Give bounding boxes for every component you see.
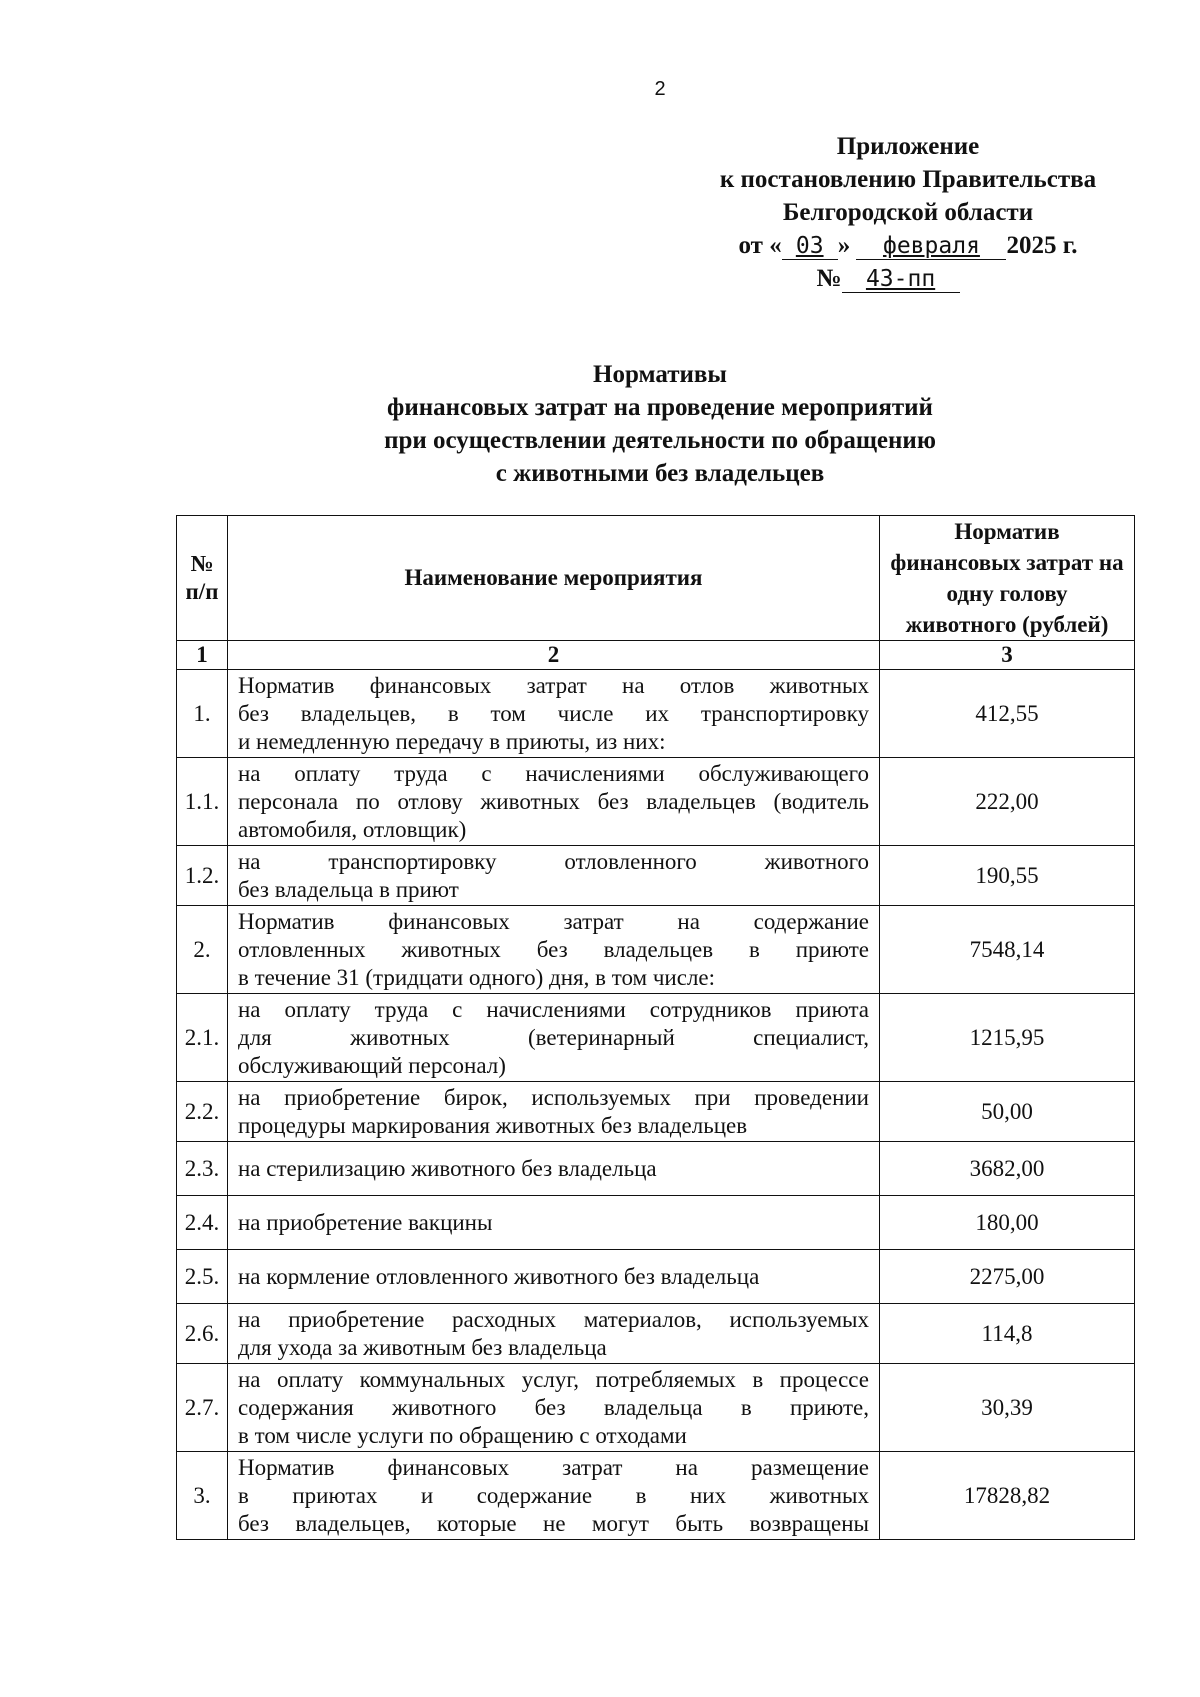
row-number: 1.2.: [177, 846, 228, 906]
table-row: [177, 994, 1135, 1082]
document-title: [0, 358, 1200, 490]
row-number: 2.6.: [177, 1304, 228, 1364]
description-line: в течение 31 (тридцати одного) дня, в том числе:: [238, 964, 716, 990]
title-line-3: при осуществлении деятельности по обращению: [384, 427, 936, 454]
description-line: на транспортировку отловленного животного: [238, 848, 869, 874]
norms-table: [176, 515, 1135, 1540]
table-row: [177, 906, 1135, 994]
title-line-2: финансовых затрат на проведение мероприятий: [387, 394, 933, 421]
table-index-row: [177, 641, 1135, 670]
number-value: 43-пп: [842, 266, 960, 293]
row-description: [228, 1082, 880, 1142]
header-value: Норматив финансовых затрат на одну голову животного (рублей): [880, 516, 1135, 641]
date-month: февраля: [856, 233, 1006, 260]
row-description: [228, 1250, 880, 1304]
row-description: [228, 1452, 880, 1540]
row-description: [228, 846, 880, 906]
table-row: [177, 1142, 1135, 1196]
row-value: 222,00: [880, 758, 1135, 846]
table-header-row: [177, 516, 1135, 641]
row-value: 190,55: [880, 846, 1135, 906]
date-year: 2025 г.: [1006, 232, 1078, 259]
appendix-header: [688, 130, 1128, 295]
row-description: [228, 670, 880, 758]
description-line: на приобретение вакцины: [238, 1209, 493, 1235]
page-number: 2: [654, 78, 666, 100]
row-number: 2.3.: [177, 1142, 228, 1196]
description-line: в том числе услуги по обращению с отходами: [238, 1422, 687, 1448]
description-line: на стерилизацию животного без владельца: [238, 1155, 657, 1181]
description-line: Норматив финансовых затрат на размещение: [238, 1454, 869, 1480]
row-value: 7548,14: [880, 906, 1135, 994]
table-row: [177, 1250, 1135, 1304]
table-row: [177, 1304, 1135, 1364]
table-row: [177, 1364, 1135, 1452]
index-col-2: 2: [228, 641, 880, 670]
row-value: 3682,00: [880, 1142, 1135, 1196]
index-col-1: 1: [177, 641, 228, 670]
appendix-date: [688, 229, 1128, 262]
row-number: 2.5.: [177, 1250, 228, 1304]
date-day: 03: [782, 233, 838, 260]
row-description: [228, 758, 880, 846]
table-row: [177, 670, 1135, 758]
number-prefix: №: [816, 265, 842, 292]
table-row: [177, 1082, 1135, 1142]
description-line: и немедленную передачу в приюты, из них:: [238, 728, 666, 754]
row-number: 2.4.: [177, 1196, 228, 1250]
row-value: 412,55: [880, 670, 1135, 758]
header-number: № п/п: [177, 516, 228, 641]
description-line: Норматив финансовых затрат на отлов животных: [238, 672, 869, 698]
description-line: на оплату коммунальных услуг, потребляемых в процессе: [238, 1366, 869, 1392]
row-description: [228, 1142, 880, 1196]
index-col-3: 3: [880, 641, 1135, 670]
row-description: [228, 1304, 880, 1364]
row-value: 50,00: [880, 1082, 1135, 1142]
appendix-number: [688, 262, 1128, 295]
title-line-1: Нормативы: [593, 361, 727, 388]
description-line: Норматив финансовых затрат на содержание: [238, 908, 869, 934]
row-description: [228, 1196, 880, 1250]
description-line: на приобретение расходных материалов, используемых: [238, 1306, 869, 1332]
description-line: в приютах и содержание в них животных: [238, 1482, 869, 1508]
row-value: 17828,82: [880, 1452, 1135, 1540]
description-line: на кормление отловленного животного без владельца: [238, 1263, 760, 1289]
date-mid: »: [837, 232, 851, 259]
description-line: для ухода за животным без владельца: [238, 1334, 607, 1360]
description-line: без владельцев, в том числе их транспортировку: [238, 700, 869, 726]
description-line: процедуры маркирования животных без владельцев: [238, 1112, 748, 1138]
table-row: [177, 758, 1135, 846]
row-number: 3.: [177, 1452, 228, 1540]
description-line: содержания животного без владельца в приюте,: [238, 1394, 869, 1420]
description-line: на оплату труда с начислениями сотрудников приюта: [238, 996, 869, 1022]
description-line: отловленных животных без владельцев в приюте: [238, 936, 869, 962]
appendix-line-1: Приложение: [836, 133, 980, 160]
table-row: [177, 1452, 1135, 1540]
row-number: 1.1.: [177, 758, 228, 846]
date-prefix: от «: [738, 232, 782, 259]
table-body: [177, 670, 1135, 1540]
header-name: Наименование мероприятия: [228, 516, 880, 641]
description-line: для животных (ветеринарный специалист,: [238, 1024, 869, 1050]
table-row: [177, 846, 1135, 906]
row-value: 1215,95: [880, 994, 1135, 1082]
row-value: 114,8: [880, 1304, 1135, 1364]
description-line: без владельцев, которые не могут быть возвращены: [238, 1510, 869, 1536]
description-line: персонала по отлову животных без владельцев (водитель: [238, 788, 869, 814]
row-number: 2.: [177, 906, 228, 994]
row-description: [228, 906, 880, 994]
description-line: обслуживающий персонал): [238, 1052, 506, 1078]
description-line: на оплату труда с начислениями обслуживающего: [238, 760, 869, 786]
row-description: [228, 1364, 880, 1452]
appendix-line-2: к постановлению Правительства: [719, 166, 1097, 193]
description-line: автомобиля, отловщик): [238, 816, 467, 842]
appendix-line-3: Белгородской области: [782, 199, 1034, 226]
description-line: на приобретение бирок, используемых при проведении: [238, 1084, 869, 1110]
row-number: 2.2.: [177, 1082, 228, 1142]
row-number: 2.7.: [177, 1364, 228, 1452]
row-value: 180,00: [880, 1196, 1135, 1250]
row-value: 30,39: [880, 1364, 1135, 1452]
description-line: без владельца в приют: [238, 876, 459, 902]
row-description: [228, 994, 880, 1082]
row-value: 2275,00: [880, 1250, 1135, 1304]
row-number: 1.: [177, 670, 228, 758]
table-row: [177, 1196, 1135, 1250]
row-number: 2.1.: [177, 994, 228, 1082]
title-line-4: с животными без владельцев: [495, 460, 825, 487]
